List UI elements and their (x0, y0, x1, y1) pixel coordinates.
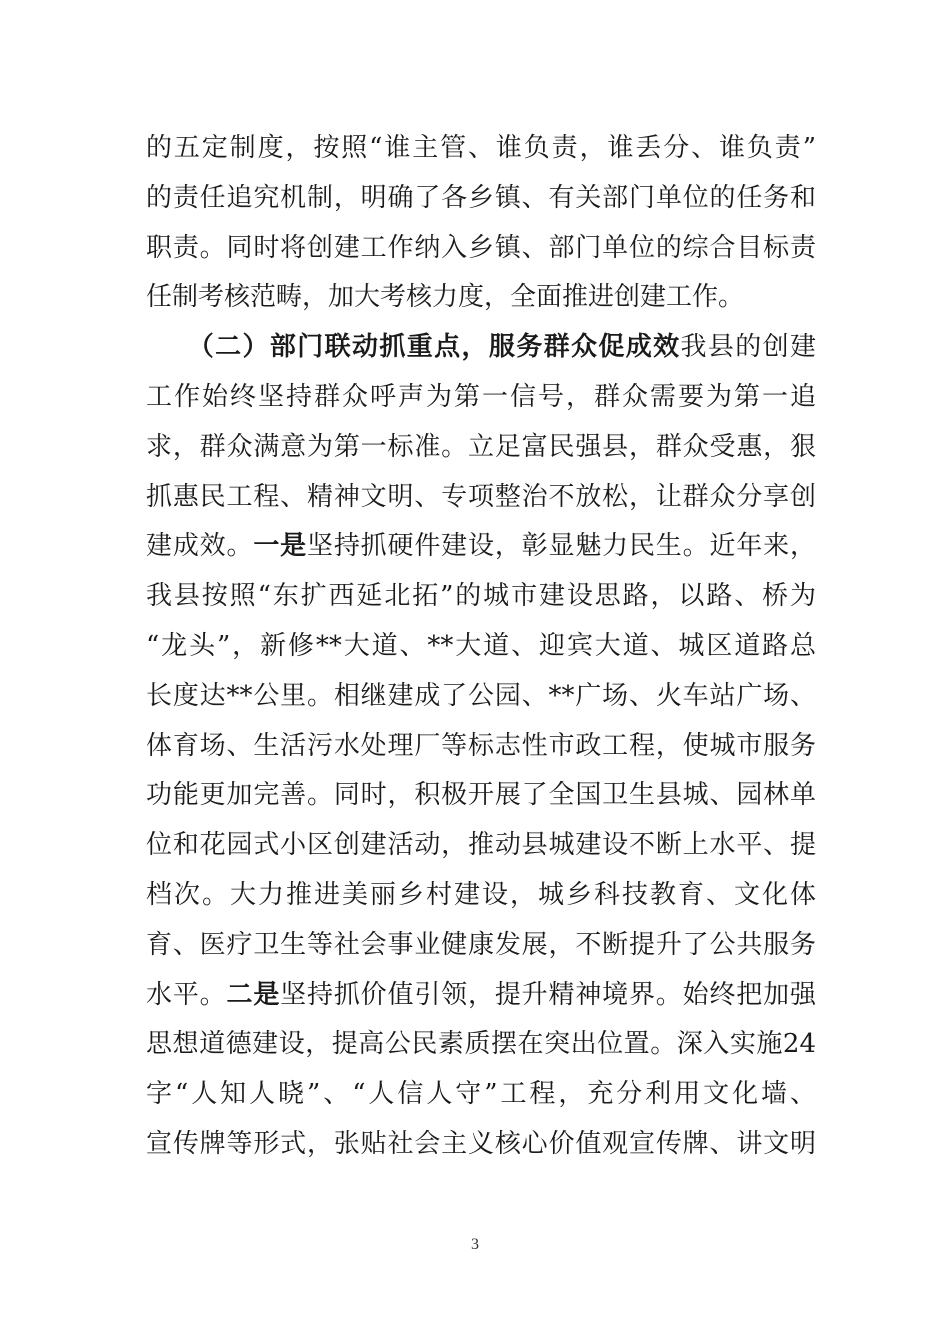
page-number: 3 (471, 1236, 479, 1253)
text-line (146, 622, 816, 672)
text-line (146, 1020, 816, 1070)
text-line (146, 224, 816, 274)
text-run: 的责任追究机制，明确了各乡镇、有关部门单位的任务和 (146, 182, 816, 213)
text-run: “龙头”，新修**大道、**大道、迎宾大道、城区道路总 (146, 630, 816, 661)
text-line (146, 423, 816, 473)
text-run: 育、医疗卫生等社会事业健康发展，不断提升了公共服务 (146, 929, 816, 960)
text-line (146, 1120, 816, 1170)
text-run: 职责。同时将创建工作纳入乡镇、部门单位的综合目标责 (146, 232, 816, 263)
text-run: 坚持抓价值引领，提升精神境界。始终把加强 (280, 979, 816, 1010)
text-line (146, 771, 816, 821)
text-line (146, 821, 816, 871)
text-run: 思想道德建设，提高公民素质摆在突出位置。深入实施24 (146, 1029, 816, 1060)
text-run: 体育场、生活污水处理厂等标志性市政工程，使城市服务 (146, 730, 816, 761)
text-run: 我县按照“东扩西延北拓”的城市建设思路，以路、桥为 (146, 581, 816, 612)
text-line (146, 373, 816, 423)
text-line (146, 672, 816, 722)
text-run: 坚持抓硬件建设，彰显魅力民生。近年来， (307, 531, 816, 562)
text-run: 任制考核范畴，加大考核力度，全面推进创建工作。 (146, 282, 745, 313)
text-run: 工作始终坚持群众呼声为第一信号，群众需要为第一追 (146, 381, 816, 412)
text-run: 长度达**公里。相继建成了公园、**广场、火车站广场、 (146, 680, 816, 711)
text-line (146, 273, 816, 323)
body-text (146, 124, 816, 1170)
text-line (146, 323, 816, 373)
text-line (146, 522, 816, 572)
text-line (146, 921, 816, 971)
text-run: 功能更加完善。同时，积极开展了全国卫生县城、园林单 (146, 780, 816, 811)
text-run: 建成效。 (146, 531, 254, 562)
text-run: 我县的创建 (680, 332, 816, 363)
text-line (146, 722, 816, 772)
text-line (146, 971, 816, 1021)
text-run: 水平。 (146, 979, 227, 1010)
text-run: 字“人知人晓”、“人信人守”工程，充分利用文化墙、 (146, 1079, 816, 1110)
text-line (146, 473, 816, 523)
text-line (146, 174, 816, 224)
bold-text-run: 二是 (226, 979, 281, 1010)
bold-text-run: （二）部门联动抓重点，服务群众促成效 (146, 332, 681, 363)
text-run: 位和花园式小区创建活动，推动县城建设不断上水平、提 (146, 830, 816, 861)
text-run: 档次。大力推进美丽乡村建设，城乡科技教育、文化体 (146, 879, 816, 910)
text-line (146, 871, 816, 921)
bold-text-run: 一是 (253, 531, 307, 562)
text-run: 的五定制度，按照“谁主管、谁负责，谁丢分、谁负责” (146, 133, 816, 163)
text-line (146, 1070, 816, 1120)
text-run: 宣传牌等形式，张贴社会主义核心价值观宣传牌、讲文明 (146, 1128, 816, 1159)
text-run: 抓惠民工程、精神文明、专项整治不放松，让群众分享创 (146, 481, 816, 512)
text-run: 求，群众满意为第一标准。立足富民强县，群众受惠，狠 (146, 431, 816, 462)
text-line (146, 572, 816, 622)
text-line (146, 124, 816, 174)
